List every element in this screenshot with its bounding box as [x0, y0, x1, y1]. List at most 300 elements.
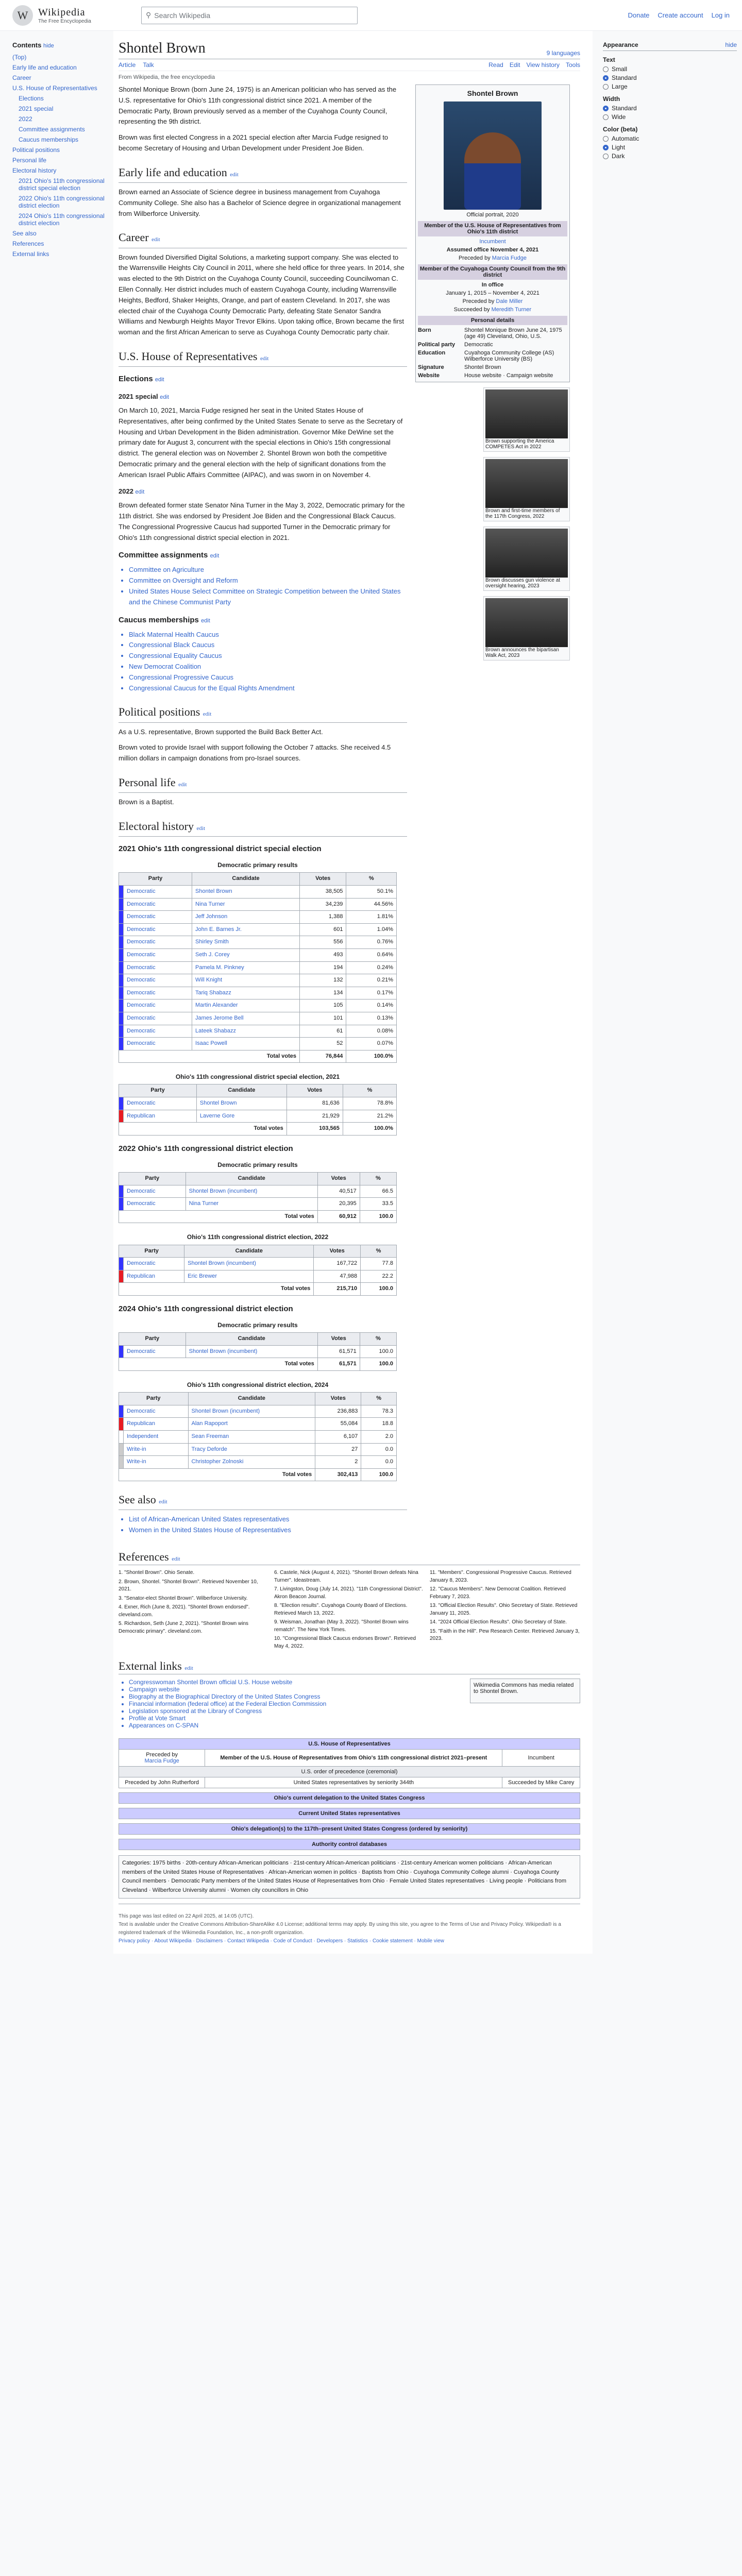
toc-hide-button[interactable]: hide — [43, 43, 54, 49]
table-row — [119, 923, 397, 936]
candidate-cell[interactable]: Shontel Brown — [196, 1097, 286, 1110]
edit-link[interactable]: edit — [160, 394, 169, 401]
party-color-swatch — [119, 1012, 124, 1025]
text-size-option[interactable] — [603, 65, 737, 73]
navbox-header[interactable]: Current United States representatives — [119, 1808, 580, 1819]
table-row — [119, 1430, 397, 1443]
party-cell[interactable]: Democratic — [124, 898, 192, 911]
precedence-left[interactable]: Preceded by John Rutherford — [119, 1777, 205, 1788]
radio-button[interactable] — [603, 136, 609, 142]
table-row — [119, 1025, 397, 1038]
committee-link[interactable]: • Committee on Oversight and Reform — [129, 575, 407, 586]
percent-cell: 0.08% — [346, 1025, 397, 1038]
table-caption: Ohio's 11th congressional district election, 2024 — [187, 1381, 329, 1388]
edit-link[interactable]: edit — [178, 782, 187, 788]
candidate-cell[interactable]: Seth J. Corey — [192, 948, 300, 961]
footer — [119, 1904, 580, 1954]
section-heading: Political positions — [119, 705, 200, 719]
total-value: 100.0 — [360, 1358, 396, 1371]
text-size-option-label: Small — [612, 65, 628, 73]
reference-item — [119, 1579, 269, 1594]
external-link[interactable]: • Legislation sponsored at the Library of Congress — [129, 1707, 326, 1715]
text-size-option[interactable] — [603, 74, 737, 81]
license-text: Text is available under the Creative Commons Attribution-ShareAlike 4.0 License; additional terms may apply. By using this site, you agree to the Terms of Use and Privacy Policy. Wikipedia® is a registered trademark of the Wikimedia Foundation, Inc., a non-profit organization. — [119, 1922, 561, 1936]
thumbnail[interactable] — [483, 457, 570, 521]
infobox-row — [418, 349, 567, 363]
party-cell[interactable]: Democratic — [124, 1258, 184, 1270]
reference-number: 11. — [430, 1570, 438, 1576]
color-option[interactable] — [603, 152, 737, 160]
navbox[interactable] — [119, 1823, 580, 1835]
table-row — [119, 898, 397, 911]
edit-link[interactable]: edit — [159, 1499, 167, 1505]
thumbnail-image[interactable] — [485, 459, 568, 508]
percent-cell: 0.64% — [346, 948, 397, 961]
candidate-cell[interactable]: Isaac Powell — [192, 1038, 300, 1050]
section-heading: Personal life — [119, 776, 176, 789]
thumbnail-caption: Brown announces the bipartisan Walk Act, 2023 — [485, 647, 559, 658]
reference-number: 13. — [430, 1603, 439, 1609]
footer-links[interactable]: Privacy policy · About Wikipedia · Disclaimers · Contact Wikipedia · Code of Conduct · Developers · Statistics · Cookie statement · Mobile view — [119, 1938, 444, 1944]
total-value: 76,844 — [299, 1050, 346, 1063]
precedence-right[interactable]: Succeeded by Mike Carey — [502, 1777, 580, 1788]
reference-text: Castele, Nick (August 4, 2021). "Shontel Brown defeats Nina Turner". Ideastream. — [274, 1570, 418, 1583]
edit-link[interactable]: edit — [172, 1556, 180, 1563]
party-color-swatch — [119, 987, 124, 999]
table-row — [119, 1110, 397, 1123]
toc-item[interactable]: Personal life — [12, 157, 47, 164]
toc-item[interactable]: External links — [12, 250, 49, 258]
candidate-cell[interactable]: Shontel Brown (incumbent) — [185, 1345, 317, 1358]
caucus-link[interactable]: • Congressional Equality Caucus — [129, 651, 407, 662]
party-cell[interactable]: Democratic — [124, 999, 192, 1012]
total-value: 103,565 — [286, 1123, 343, 1136]
party-cell[interactable]: Democratic — [124, 1012, 192, 1025]
tab-read[interactable]: Read — [488, 61, 503, 69]
candidate-cell[interactable]: Pamela M. Pinkney — [192, 961, 300, 974]
party-cell[interactable]: Democratic — [124, 911, 192, 924]
election-table — [119, 1158, 397, 1224]
toc-item[interactable]: Career — [12, 74, 31, 81]
section-heading: Career — [119, 231, 149, 244]
candidate-cell[interactable]: Tracy Deforde — [188, 1443, 315, 1456]
percent-cell: 78.3 — [361, 1405, 397, 1418]
subsection-heading: 2021 special — [119, 393, 158, 401]
radio-button[interactable] — [603, 145, 609, 150]
total-label: Total votes — [119, 1468, 315, 1481]
percent-cell: 66.5 — [360, 1185, 396, 1198]
external-link[interactable]: • Financial information (federal office) at the Federal Election Commission — [129, 1700, 326, 1707]
election-table — [119, 1318, 397, 1371]
party-cell[interactable]: Democratic — [124, 1198, 186, 1211]
party-cell[interactable]: Democratic — [124, 1097, 197, 1110]
table-row — [119, 885, 397, 898]
total-value: 60,912 — [317, 1210, 360, 1223]
precedence-middle: United States representatives by seniority 344th — [205, 1777, 502, 1788]
thumbnail-caption: Brown discusses gun violence at oversight hearing, 2023 — [485, 578, 561, 589]
election-table — [119, 1070, 397, 1136]
party-cell[interactable]: Democratic — [124, 1405, 189, 1418]
language-selector[interactable]: 9 languages — [546, 49, 580, 57]
election-heading: 2022 Ohio's 11th congressional district election — [119, 1144, 293, 1153]
edit-link[interactable]: edit — [203, 711, 212, 718]
toc-item[interactable]: Elections — [19, 95, 44, 102]
section-paragraph: Brown voted to provide Israel with support following the October 7 attacks. She received 4.5 million dollars in campaign donations from pro-Israel sources. — [119, 743, 391, 762]
navbox[interactable] — [119, 1808, 580, 1819]
toc-item[interactable]: Political positions — [12, 146, 60, 154]
toc-item[interactable]: Electoral history — [12, 167, 57, 174]
committee-link[interactable]: • Committee on Agriculture — [129, 565, 407, 575]
edit-link[interactable]: edit — [155, 377, 164, 383]
percent-cell: 50.1% — [346, 885, 397, 898]
tab-tools[interactable]: Tools — [565, 61, 580, 69]
term-dates: January 1, 2015 – November 4, 2021 — [446, 290, 539, 296]
infobox-row — [418, 326, 567, 341]
party-cell[interactable]: Democratic — [124, 1345, 186, 1358]
reference-item — [274, 1635, 425, 1650]
appearance-hide-button[interactable]: hide — [725, 41, 737, 48]
reference-item — [119, 1604, 269, 1619]
edit-link[interactable]: edit — [210, 553, 220, 560]
reference-number: 7. — [274, 1586, 280, 1592]
votes-cell: 134 — [299, 987, 346, 999]
toc-item[interactable]: Committee assignments — [19, 126, 85, 133]
table-row — [119, 1456, 397, 1469]
percent-cell: 1.81% — [346, 911, 397, 924]
toc-item[interactable]: 2021 Ohio's 11th congressional district special election — [19, 177, 105, 192]
committee-link[interactable]: • United States House Select Committee on Strategic Competition between the United States and the Chinese Communist Party — [129, 586, 407, 608]
candidate-cell[interactable]: Jeff Johnson — [192, 911, 300, 924]
column-header: Candidate — [185, 1173, 317, 1185]
thumbnail-caption: Brown supporting the America COMPETES Act in 2022 — [485, 438, 554, 450]
candidate-cell[interactable]: Eric Brewer — [184, 1270, 314, 1283]
column-header: Party — [119, 1245, 184, 1258]
reference-list — [119, 1569, 580, 1650]
election-heading: 2024 Ohio's 11th congressional district election — [119, 1304, 293, 1313]
candidate-cell[interactable]: Laverne Gore — [196, 1110, 286, 1123]
candidate-cell[interactable]: John E. Barnes Jr. — [192, 923, 300, 936]
color-option[interactable] — [603, 144, 737, 151]
party-cell[interactable]: Democratic — [124, 1025, 192, 1038]
candidate-cell[interactable]: Shontel Brown (incumbent) — [184, 1258, 314, 1270]
party-cell[interactable]: Republican — [124, 1110, 197, 1123]
toc-item[interactable]: Early life and education — [12, 64, 77, 71]
tab-article[interactable]: Article — [119, 61, 136, 69]
color-option-label: Dark — [612, 152, 625, 160]
reference-text: Richardson, Seth (June 2, 2021). "Shontel Brown wins Democratic primary". cleveland.com. — [119, 1621, 249, 1634]
search-placeholder: Search Wikipedia — [154, 11, 211, 20]
toc-item[interactable]: 2021 special — [19, 105, 54, 112]
infobox-key: Education — [418, 350, 446, 356]
portrait-caption: Official portrait, 2020 — [466, 212, 519, 218]
text-size-option[interactable] — [603, 83, 737, 90]
table-header-row — [119, 1333, 397, 1346]
table-row — [119, 961, 397, 974]
portrait-image[interactable] — [444, 101, 542, 210]
column-header: Votes — [317, 1333, 360, 1346]
succession-label: Preceded by — [146, 1752, 178, 1758]
assumed-office: Assumed office November 4, 2021 — [446, 247, 539, 253]
succession-after: Incumbent — [502, 1750, 580, 1767]
candidate-cell[interactable]: Christopher Zolnoski — [188, 1456, 315, 1469]
table-row — [119, 974, 397, 987]
candidate-cell[interactable]: Martin Alexander — [192, 999, 300, 1012]
edit-link[interactable]: edit — [260, 355, 269, 362]
edit-link[interactable]: edit — [230, 171, 239, 178]
navbox[interactable] — [119, 1839, 580, 1850]
width-option[interactable] — [603, 105, 737, 112]
external-link[interactable]: • Congresswoman Shontel Brown official U.S. House website — [129, 1679, 326, 1686]
party-cell[interactable]: Democratic — [124, 936, 192, 949]
toc-item[interactable]: 2022 Ohio's 11th congressional district election — [19, 195, 105, 209]
external-link[interactable]: • Profile at Vote Smart — [129, 1715, 326, 1722]
external-link[interactable]: • Appearances on C-SPAN — [129, 1722, 326, 1729]
radio-button[interactable] — [603, 66, 609, 72]
intro-paragraph: Shontel Monique Brown (born June 24, 1975) is an American politician who has served as the U.S. representative for Ohio's 11th congressional district since 2021. A member of the Democratic Party, Brown previously served as a member of the Cuyahoga County Council, representing the 9th district. — [119, 86, 397, 126]
navbox-header[interactable]: Authority control databases — [119, 1839, 580, 1850]
reference-text: "Official Election Results". Ohio Secretary of State. Retrieved January 11, 2025. — [430, 1603, 578, 1616]
text-size-option-label: Large — [612, 83, 628, 90]
search-input[interactable] — [141, 7, 358, 24]
candidate-cell[interactable]: Lateek Shabazz — [192, 1025, 300, 1038]
infobox-row — [418, 363, 567, 371]
see-also-link[interactable]: • List of African-American United States representatives — [129, 1514, 407, 1525]
infobox-key: Website — [418, 372, 440, 379]
external-link[interactable]: • Biography at the Biographical Directory of the United States Congress — [129, 1693, 326, 1700]
party-cell[interactable]: Democratic — [124, 923, 192, 936]
candidate-cell[interactable]: James Jerome Bell — [192, 1012, 300, 1025]
succeeded-by-label: Succeeded by — [453, 307, 490, 313]
toc-item[interactable]: References — [12, 240, 44, 247]
caucus-link[interactable]: • New Democrat Coalition — [129, 662, 407, 672]
percent-cell: 0.13% — [346, 1012, 397, 1025]
caucus-link[interactable]: • Congressional Progressive Caucus — [129, 672, 407, 683]
categories-box: Categories: 1975 births · 20th-century African-American politicians · 21st-century African-American politicians · 21st-century American women politicians · African-American members of the United States House of Representatives · African-American women in politics · Baptists from Ohio · Cuyahoga Community College alumni · Cuyahoga County Council members · Democratic Party members of the United States House of Representatives from Ohio · Female United States representatives · Living people · Politicians from Cleveland · Wilberforce University alumni · Women city councillors in Ohio — [119, 1855, 580, 1899]
thumbnail[interactable] — [483, 387, 570, 452]
thumbnail[interactable] — [483, 596, 570, 660]
toc-item[interactable]: 2022 — [19, 115, 32, 123]
caucus-link[interactable]: • Black Maternal Health Caucus — [129, 630, 407, 640]
column-header: Votes — [314, 1245, 361, 1258]
radio-button[interactable] — [603, 106, 609, 111]
tab-edit[interactable]: Edit — [509, 61, 520, 69]
column-header: Candidate — [192, 873, 300, 886]
party-color-swatch — [119, 1405, 124, 1418]
radio-button[interactable] — [603, 154, 609, 159]
table-header-row — [119, 1084, 397, 1097]
party-cell[interactable]: Democratic — [124, 961, 192, 974]
votes-cell: 34,239 — [299, 898, 346, 911]
total-row — [119, 1283, 397, 1296]
toc-item[interactable]: See also — [12, 230, 37, 237]
candidate-cell[interactable]: Shontel Brown — [192, 885, 300, 898]
candidate-cell[interactable]: Tariq Shabazz — [192, 987, 300, 999]
party-color-swatch — [119, 948, 124, 961]
column-header: Candidate — [188, 1393, 315, 1405]
votes-cell: 132 — [299, 974, 346, 987]
party-cell[interactable]: Write-in — [124, 1456, 189, 1469]
succession-header: U.S. House of Representatives — [119, 1739, 580, 1750]
caucus-link[interactable]: • Congressional Caucus for the Equal Rights Amendment — [129, 683, 407, 694]
text-size-label: Text — [603, 56, 615, 63]
party-color-swatch — [119, 974, 124, 987]
reference-text: "Shontel Brown". Ohio Senate. — [124, 1570, 195, 1576]
infobox-key: Signature — [418, 364, 444, 370]
thumbnail[interactable] — [483, 527, 570, 591]
edit-link[interactable]: edit — [201, 617, 210, 624]
wikipedia-logo[interactable] — [12, 5, 126, 26]
reference-number: 4. — [119, 1604, 125, 1611]
party-cell[interactable]: Republican — [124, 1270, 184, 1283]
precedence-header: U.S. order of precedence (ceremonial) — [119, 1767, 580, 1777]
votes-cell: 20,395 — [317, 1198, 360, 1211]
external-link[interactable]: • Campaign website — [129, 1686, 326, 1693]
personal-details-band: Personal details — [418, 316, 567, 325]
thumbnail-image[interactable] — [485, 529, 568, 578]
party-cell[interactable]: Independent — [124, 1430, 189, 1443]
party-color-swatch — [119, 885, 124, 898]
color-option[interactable] — [603, 135, 737, 142]
party-cell[interactable]: Democratic — [124, 1185, 186, 1198]
column-header: % — [361, 1245, 397, 1258]
subsection-heading: 2022 — [119, 487, 133, 496]
candidate-cell[interactable]: Shontel Brown (incumbent) — [185, 1185, 317, 1198]
column-header: Candidate — [196, 1084, 286, 1097]
party-color-swatch — [119, 936, 124, 949]
party-cell[interactable]: Write-in — [124, 1443, 189, 1456]
succeeded-by-link[interactable]: Meredith Turner — [491, 307, 532, 313]
party-color-swatch — [119, 1198, 124, 1211]
infobox — [415, 84, 570, 382]
navbox[interactable] — [119, 1792, 580, 1804]
party-cell[interactable]: Democratic — [124, 974, 192, 987]
percent-cell: 33.5 — [360, 1198, 396, 1211]
create-account-link[interactable]: Create account — [657, 11, 703, 19]
percent-cell: 44.56% — [346, 898, 397, 911]
infobox-key: Political party — [418, 342, 456, 348]
votes-cell: 2 — [315, 1456, 361, 1469]
see-also-link[interactable]: • Women in the United States House of Representatives — [129, 1525, 407, 1536]
section-paragraph: Brown defeated former state Senator Nina Turner in the May 3, 2022, Democratic primary for the 11th district. She was endorsed by President Joe Biden and the Congressional Black Caucus. The Congressional Progressive Caucus had supported Turner in the Democratic primary for Ohio's 11th congressional district special election in 2021. — [119, 501, 405, 541]
votes-cell: 493 — [299, 948, 346, 961]
subsection-heading: Elections — [119, 375, 153, 384]
tagline-from: From Wikipedia, the free encyclopedia — [119, 74, 215, 80]
table-row — [119, 1038, 397, 1050]
reference-number: 3. — [119, 1595, 125, 1601]
edit-link[interactable]: edit — [135, 489, 145, 496]
thumbnail-image[interactable] — [485, 598, 568, 647]
percent-cell: 100.0 — [360, 1345, 396, 1358]
candidate-cell[interactable]: Sean Freeman — [188, 1430, 315, 1443]
votes-cell: 27 — [315, 1443, 361, 1456]
preceded-by-link[interactable]: Marcia Fudge — [492, 255, 527, 261]
party-color-swatch — [119, 1110, 124, 1123]
total-value: 100.0 — [360, 1210, 396, 1223]
reference-item — [430, 1586, 580, 1601]
radio-button[interactable] — [603, 114, 609, 120]
login-link[interactable]: Log in — [711, 11, 730, 19]
donate-link[interactable]: Donate — [628, 11, 650, 19]
width-option[interactable] — [603, 113, 737, 121]
column-header: Votes — [286, 1084, 343, 1097]
office-status[interactable]: Incumbent — [479, 239, 506, 245]
votes-cell: 167,722 — [314, 1258, 361, 1270]
votes-cell: 194 — [299, 961, 346, 974]
thumbnail-image[interactable] — [485, 389, 568, 438]
total-value: 61,571 — [317, 1358, 360, 1371]
toc-item[interactable]: (Top) — [12, 54, 27, 61]
percent-cell: 21.2% — [343, 1110, 396, 1123]
in-office-label: In office — [481, 282, 504, 288]
tab-view-history[interactable]: View history — [526, 61, 560, 69]
reference-text: "Members". Congressional Progressive Caucus. Retrieved January 8, 2023. — [430, 1570, 571, 1583]
column-header: % — [360, 1333, 396, 1346]
navbox-header[interactable]: Ohio's delegation(s) to the 117th–present United States Congress (ordered by seniority) — [119, 1824, 580, 1834]
navbox-header[interactable]: Ohio's current delegation to the United States Congress — [119, 1793, 580, 1803]
infobox-value: Democratic — [464, 342, 493, 348]
preceded-by-link[interactable]: Dale Miller — [496, 298, 523, 304]
tab-talk[interactable]: Talk — [143, 61, 154, 69]
article-body — [119, 84, 407, 1541]
commons-box[interactable] — [470, 1679, 580, 1703]
candidate-cell[interactable]: Alan Rapoport — [188, 1418, 315, 1431]
toc-item[interactable]: 2024 Ohio's 11th congressional district election — [19, 212, 105, 227]
candidate-cell[interactable]: Shontel Brown (incumbent) — [188, 1405, 315, 1418]
column-header: % — [361, 1393, 397, 1405]
party-cell[interactable]: Republican — [124, 1418, 189, 1431]
party-color-swatch — [119, 1097, 124, 1110]
edit-link[interactable]: edit — [151, 236, 160, 243]
infobox-value: Shontel Monique Brown June 24, 1975 (age 49) Cleveland, Ohio, U.S. — [464, 327, 562, 340]
candidate-cell[interactable]: Will Knight — [192, 974, 300, 987]
party-color-swatch — [119, 1418, 124, 1431]
column-header: % — [346, 873, 397, 886]
total-value: 100.0 — [361, 1468, 397, 1481]
edit-link[interactable]: edit — [196, 825, 206, 832]
toc-item[interactable]: U.S. House of Representatives — [12, 84, 97, 92]
table-caption: Democratic primary results — [217, 861, 298, 869]
succession-link[interactable]: Marcia Fudge — [144, 1758, 179, 1765]
total-row — [119, 1468, 397, 1481]
reference-item — [274, 1586, 425, 1601]
votes-cell: 6,107 — [315, 1430, 361, 1443]
toc-item[interactable]: Caucus memberships — [19, 136, 79, 143]
infobox-column — [415, 84, 570, 1541]
candidate-cell[interactable]: Nina Turner — [185, 1198, 317, 1211]
party-cell[interactable]: Democratic — [124, 987, 192, 999]
section-paragraph: Brown founded Diversified Digital Solutions, a marketing support company. She was elected to the Warrensville Heights City Council in 2011, where she held office for three years. In 2014, she was elected to the 9th District on the Cuyahoga County Council, succeeding Councilwoman C. Ellen Connally. Her district includes much of eastern Cuyahoga County, including Warrensville Heights, Bedford, Shaker Heights, Orange, and part of eastern Cleveland. In 2017, she was elected chair of the Cuyahoga County Democratic Party, defeating State Senator Sandra Williams and Newburgh Heights Mayor Trevor Elkins. Upon taking office, Brown became the first woman and the first African American to serve as Cuyahoga County Democratic party chair. — [119, 253, 404, 336]
radio-button[interactable] — [603, 75, 609, 81]
party-cell[interactable]: Democratic — [124, 948, 192, 961]
reference-item — [430, 1602, 580, 1617]
reference-text: Exner, Rich (June 8, 2021). "Shontel Brown endorsed". cleveland.com. — [119, 1604, 250, 1618]
party-cell[interactable]: Democratic — [124, 1038, 192, 1050]
reference-number: 12. — [430, 1586, 439, 1592]
reference-text: "2024 Official Election Results". Ohio Secretary of State. — [438, 1619, 567, 1625]
party-color-swatch — [119, 1345, 124, 1358]
radio-button[interactable] — [603, 84, 609, 90]
column-header: Votes — [317, 1173, 360, 1185]
candidate-cell[interactable]: Shirley Smith — [192, 936, 300, 949]
table-caption: Ohio's 11th congressional district special election, 2021 — [175, 1073, 340, 1081]
section-paragraph: Brown is a Baptist. — [119, 798, 174, 806]
edit-link[interactable]: edit — [184, 1665, 193, 1672]
election-table — [119, 1230, 397, 1296]
candidate-cell[interactable]: Nina Turner — [192, 898, 300, 911]
votes-cell: 601 — [299, 923, 346, 936]
caucus-link[interactable]: • Congressional Black Caucus — [129, 640, 407, 651]
party-cell[interactable]: Democratic — [124, 885, 192, 898]
